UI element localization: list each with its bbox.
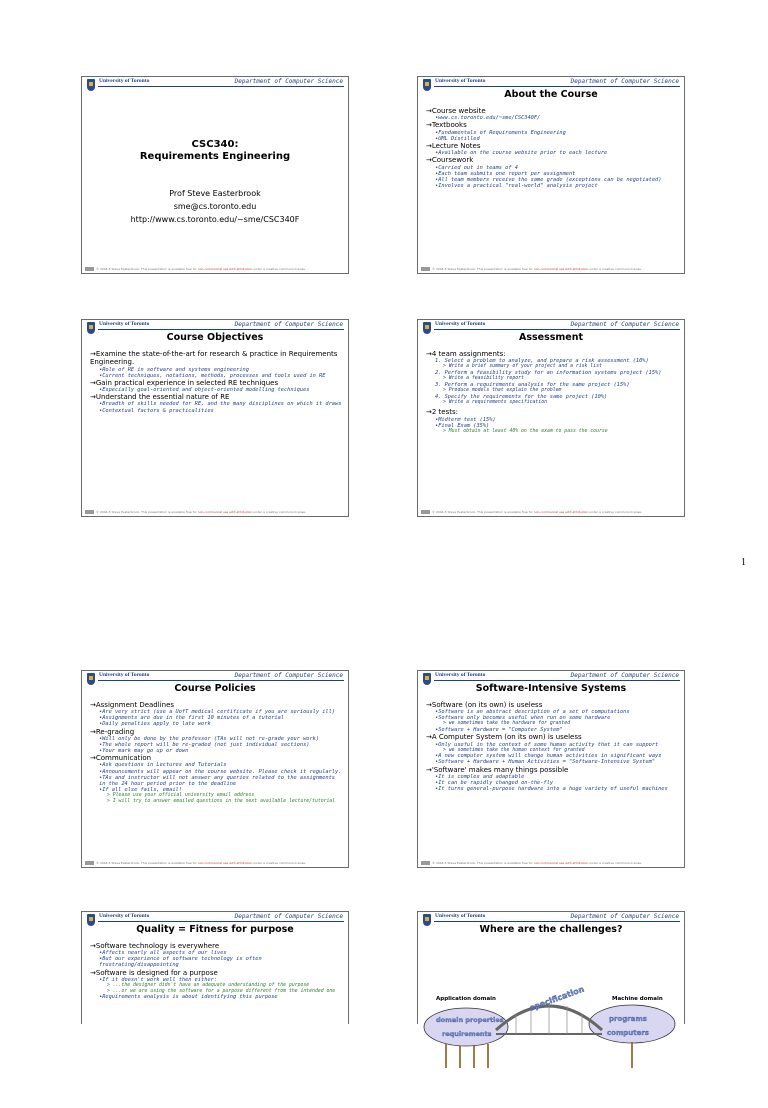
university-name: University of Toronto (435, 672, 486, 678)
assignment-note: > Write a brief summary of your project and a risk list (443, 364, 678, 370)
bullet-item: → Software is designed for a purpose (90, 969, 342, 977)
sub-bullet-item: • www.cs.toronto.edu/~sme/CSC340F/ (435, 115, 678, 121)
sub-bullet-item: • Ask questions in Lectures and Tutorials (99, 762, 342, 768)
challenges-diagram (426, 938, 678, 1108)
slide-footer (85, 861, 345, 865)
bullet-item: → Course website (426, 107, 678, 115)
sub-bullet-item: • If all else fails, email! (99, 787, 342, 793)
sub-bullet-item: • Current techniques, notations, methods, processes and tools used in RE (99, 373, 342, 379)
slide-body (426, 107, 678, 189)
university-name: University of Toronto (435, 78, 486, 84)
tests-heading: → 2 tests: (426, 408, 678, 416)
footer-license: under a creative commons license. (252, 510, 306, 514)
application-domain-ellipse (424, 1008, 508, 1046)
header-rule (98, 329, 344, 330)
slide-title (81, 76, 349, 274)
license-icon (421, 861, 430, 865)
header-rule (434, 680, 680, 681)
sub-bullet-item: • Affects nearly all aspects of our lives (99, 950, 342, 956)
sub-note: > Please use your official university email address (107, 793, 342, 799)
header-rule (434, 329, 680, 330)
university-crest-icon (87, 79, 95, 91)
slide-footer (421, 267, 681, 271)
sub-bullet-item: • It can be rapidly changed on-the-fly (435, 780, 678, 786)
sub-bullet-item: • Software + Hardware + Human Activities = "Software-Intensive System" (435, 759, 678, 765)
footer-noncommercial: non-commercial use with attribution (197, 861, 253, 865)
university-name: University of Toronto (99, 321, 150, 327)
university-name: University of Toronto (99, 78, 150, 84)
footer-copyright: © 2004-5 Steve Easterbrook. This presentation is available free for (96, 510, 198, 514)
sub-bullet-item: • It is complex and adaptable (435, 774, 678, 780)
footer-copyright: © 2004-5 Steve Easterbrook. This presentation is available free for (96, 267, 198, 271)
machine-domain-ellipse (589, 1005, 675, 1043)
footer-noncommercial: non-commercial use with attribution (533, 510, 589, 514)
slide-title: About the Course (504, 89, 598, 100)
course-code: CSC340: (191, 139, 239, 150)
slide-body (426, 350, 678, 435)
sub-bullet-item: • The whole report will be re-graded (not just individual sections) (99, 742, 342, 748)
computers-label: computers (607, 1029, 649, 1037)
footer-copyright: © 2004-5 Steve Easterbrook. This presentation is available free for (432, 267, 534, 271)
slide-header (82, 77, 348, 91)
department-name: Department of Computer Science (570, 321, 679, 328)
course-name: Requirements Engineering (139, 151, 291, 162)
team-assignments-heading: → 4 team assignments: (426, 350, 678, 358)
university-name: University of Toronto (99, 913, 150, 919)
assignment-note: > Produce models that explain the problem (443, 388, 678, 394)
domain-properties-label: domain properties (436, 1016, 504, 1024)
assignment-item: 2. Perform a feasibility study for an information systems project (15%) (435, 370, 662, 377)
sub-bullet-item: • Software is an abstract description of a set of computations (435, 709, 678, 715)
author-email: sme@cs.toronto.edu (173, 202, 257, 211)
header-rule (434, 86, 680, 87)
assignment-note: > Write a feasibility report (443, 376, 678, 382)
header-rule (98, 86, 344, 87)
slide-body (90, 350, 342, 414)
university-name: University of Toronto (435, 913, 486, 919)
slide-quality-fitness (81, 911, 349, 1024)
programs-label: programs (609, 1015, 647, 1023)
department-name: Department of Computer Science (570, 78, 679, 85)
course-author-block (82, 187, 348, 226)
course-title (82, 139, 348, 163)
slide-course-policies (81, 670, 349, 868)
bullet-item: → Textbooks (426, 121, 678, 129)
sub-bullet-item: • Carried out in teams of 4 (435, 165, 678, 171)
sub-bullet-item: • But our experience of software technology is often frustrating/disappointing (99, 956, 342, 968)
footer-license: under a creative commons license. (588, 267, 642, 271)
author-name: Prof Steve Easterbrook (169, 189, 261, 198)
footer-noncommercial: non-commercial use with attribution (197, 510, 253, 514)
sub-note: > we sometimes take the hardware for granted (443, 721, 678, 727)
sub-note: > ...the designer didn't have an adequate understanding of the purpose (107, 983, 342, 989)
slide-assessment (417, 319, 685, 517)
sub-bullet-item: • If it doesn't work well then either: (99, 977, 342, 983)
assignment-item: 1. Select a problem to analyze, and prepare a risk assessment (10%) (435, 358, 649, 365)
sub-bullet-item: • Announcements will appear on the course website. Please check it regularly. (99, 769, 342, 775)
slide-footer (421, 861, 681, 865)
team-assignments-list (426, 358, 678, 405)
footer-license: under a creative commons license. (252, 861, 306, 865)
sub-bullet-item: • Only useful in the context of some human activity that it can support (435, 742, 678, 748)
bullet-item: → Examine the state-of-the-art for research & practice in Requirements Engineering. (90, 350, 342, 367)
sub-bullet-item: • Fundamentals of Requirements Engineering (435, 130, 678, 136)
header-rule (98, 921, 344, 922)
tests-list (426, 417, 678, 429)
license-icon (85, 510, 94, 514)
slide-body (90, 701, 342, 804)
sub-bullet-item: • Assignments are due in the first 10 minutes of a tutorial (99, 715, 342, 721)
sub-bullet-item: • Will only be done by the professor (TAs will not re-grade your work) (99, 736, 342, 742)
header-rule (434, 921, 680, 922)
assignment-item: 4. Specify the requirements for the same project (10%) (435, 393, 608, 400)
sub-bullet-item: • Requirements analysis is about identifying this purpose (99, 994, 342, 1000)
sub-bullet-item: • Each team submits one report per assignment (435, 171, 678, 177)
sub-bullet-item: • Involves a practical "real-world" analysis project (435, 183, 678, 189)
license-icon (421, 267, 430, 271)
sub-bullet-item: • Your mark may go up or down (99, 748, 342, 754)
department-name: Department of Computer Science (234, 78, 343, 85)
test-item: • Midterm test (15%) (435, 417, 678, 423)
bullet-item: → Assignment Deadlines (90, 701, 342, 709)
bullet-item: → A Computer System (on its own) is useless (426, 733, 678, 741)
footer-noncommercial: non-commercial use with attribution (533, 861, 589, 865)
sub-bullet-item: • TAs and instructor will not answer any queries related to the assignments in the 24 hour period prior to the deadline (99, 775, 342, 787)
course-url: http://www.cs.toronto.edu/~sme/CSC340F (130, 215, 300, 224)
bullet-item: → Software technology is everywhere (90, 942, 342, 950)
slide-footer (85, 510, 345, 514)
footer-license: under a creative commons license. (588, 510, 642, 514)
bridge-cables (516, 1003, 582, 1034)
bullet-item: → Gain practical experience in selected RE techniques (90, 379, 342, 387)
slide-challenges (417, 911, 685, 1038)
sub-bullet-item: • Role of RE in software and systems engineering (99, 367, 342, 373)
slide-body (426, 701, 678, 792)
sub-bullet-item: • Daily penalties apply to late work (99, 721, 342, 727)
sub-bullet-item: • Software only becomes useful when run on some hardware (435, 715, 678, 721)
slide-software-intensive-systems (417, 670, 685, 868)
slide-title: Software-Intensive Systems (475, 683, 627, 694)
slide-course-objectives (81, 319, 349, 517)
bullet-item: → Lecture Notes (426, 142, 678, 150)
department-name: Department of Computer Science (234, 672, 343, 679)
sub-bullet-item: • Available on the course website prior to each lecture (435, 150, 678, 156)
page-number: 1 (741, 557, 746, 568)
bullet-item: → Coursework (426, 156, 678, 164)
sub-bullet-item: • Contextual factors & practicalities (99, 408, 342, 414)
slide-footer (85, 267, 345, 271)
slide-footer (421, 510, 681, 514)
assignment-item: 3. Perform a requirements analysis for the same project (15%) (435, 381, 630, 388)
slide-title: Quality = Fitness for purpose (136, 924, 294, 935)
slide-about-course (417, 76, 685, 274)
footer-license: under a creative commons license. (588, 861, 642, 865)
slide-title: Assessment (518, 332, 584, 343)
specification-label: specification (528, 984, 586, 1013)
slide-title: Course Policies (174, 683, 256, 694)
slide-title: Where are the challenges? (479, 924, 623, 935)
department-name: Department of Computer Science (234, 321, 343, 328)
department-name: Department of Computer Science (570, 913, 679, 920)
sub-note: > we sometimes take the human context for granted (443, 748, 678, 754)
sub-bullet-item: • UML Distilled (435, 136, 678, 142)
sub-bullet-item: • It turns general-purpose hardware into a huge variety of useful machines (435, 786, 678, 792)
header-rule (98, 680, 344, 681)
sub-bullet-item: • Software + Hardware = "Computer System" (435, 727, 678, 733)
university-name: University of Toronto (435, 321, 486, 327)
bullet-item: → Re-grading (90, 728, 342, 736)
university-name: University of Toronto (99, 672, 150, 678)
footer-copyright: © 2004-5 Steve Easterbrook. This presentation is available free for (432, 861, 534, 865)
footer-noncommercial: non-commercial use with attribution (197, 267, 253, 271)
department-name: Department of Computer Science (234, 913, 343, 920)
test-item: • Final Exam (35%) (435, 423, 678, 429)
footer-copyright: © 2004-5 Steve Easterbrook. This presentation is available free for (96, 861, 198, 865)
assignment-note: > Write a requirements specification (443, 400, 678, 406)
bullet-item: → Communication (90, 754, 342, 762)
machine-domain-label: Machine domain (612, 996, 663, 1002)
sub-bullet-item: • Especially goal-oriented and object-oriented modelling techniques (99, 387, 342, 393)
bullet-item: → 'Software' makes many things possible (426, 766, 678, 774)
slide-body (90, 942, 342, 1000)
department-name: Department of Computer Science (570, 672, 679, 679)
footer-noncommercial: non-commercial use with attribution (533, 267, 589, 271)
sub-bullet-item: • All team members receive the same grade (exceptions can be negotiated) (435, 177, 678, 183)
bullet-item: → Understand the essential nature of RE (90, 393, 342, 401)
license-icon (85, 267, 94, 271)
sub-bullet-item: • Breadth of skills needed for RE, and the many disciplines on which it draws (99, 401, 342, 407)
license-icon (421, 510, 430, 514)
sub-bullet-item: • A new computer system will change human activities in significant ways (435, 753, 678, 759)
sub-bullet-item: • Are very strict (use a UofT medical certificate if you are seriously ill) (99, 709, 342, 715)
app-domain-label: Application domain (436, 996, 496, 1002)
sub-note: > I will try to answer emailed questions in the next available lecture/tutorial (107, 799, 342, 805)
bullet-item: → Software (on its own) is useless (426, 701, 678, 709)
requirements-label: requirements (442, 1030, 492, 1038)
sub-note: > ...or we are using the software for a purpose different from the intended one (107, 989, 342, 995)
footer-license: under a creative commons license. (252, 267, 306, 271)
footer-copyright: © 2004-5 Steve Easterbrook. This presentation is available free for (432, 510, 534, 514)
slide-title: Course Objectives (166, 332, 264, 343)
tests-note: > Must obtain at least 40% on the exam to pass the course (443, 429, 678, 435)
license-icon (85, 861, 94, 865)
